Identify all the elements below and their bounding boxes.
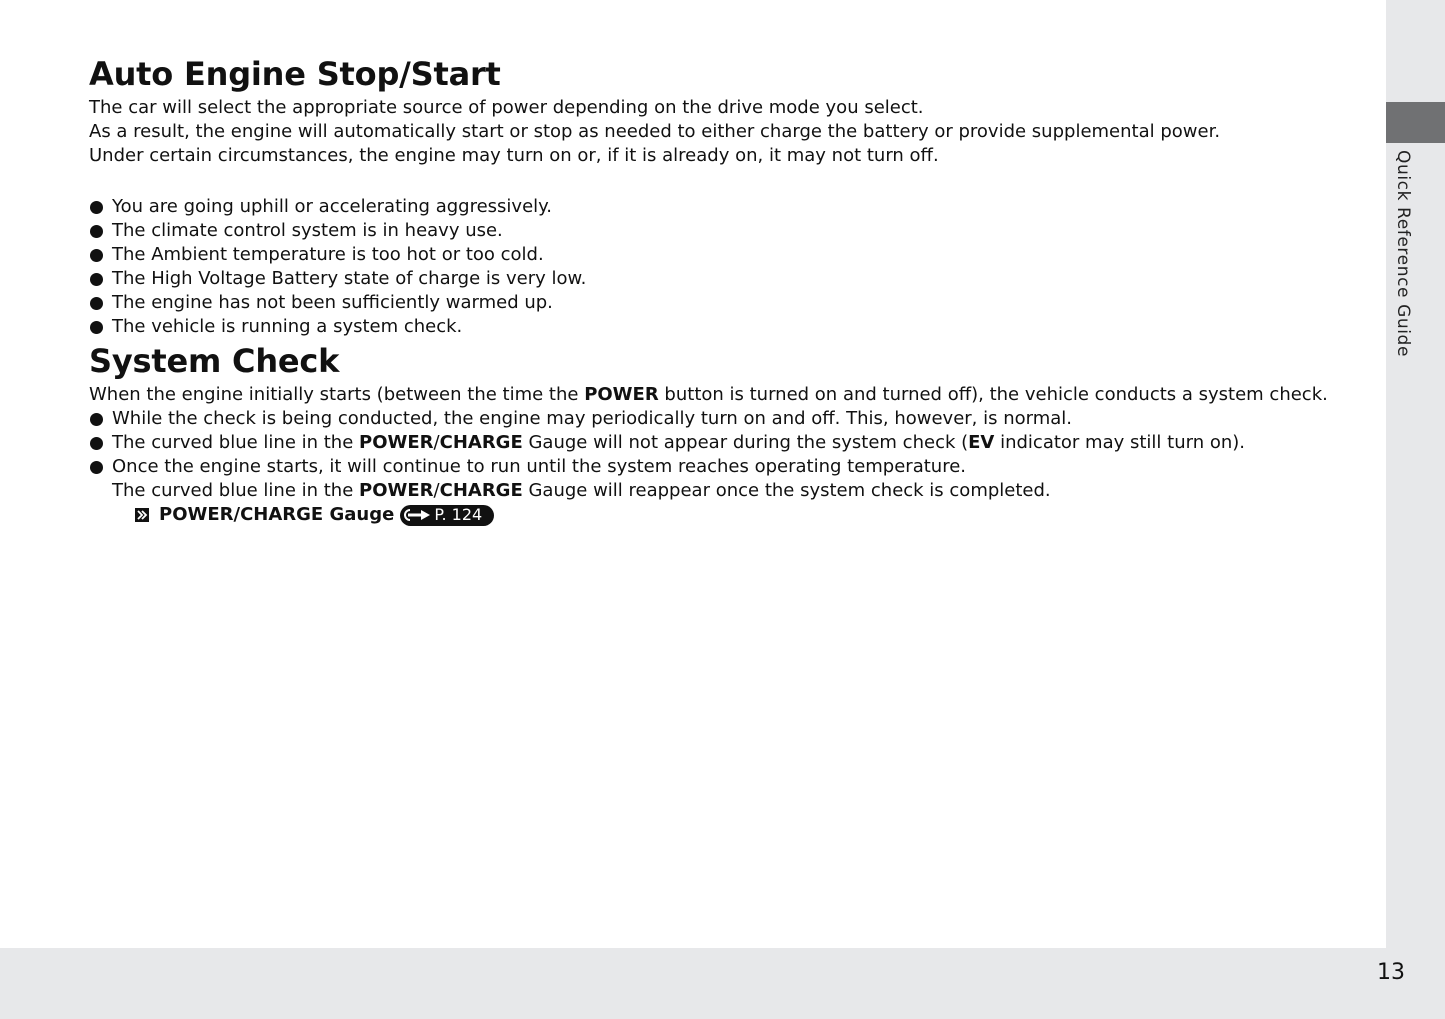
bullet-icon — [90, 461, 103, 474]
list-item: The curved blue line in the POWER/CHARGE Gauge will not appear during the system check (EV indicator may still turn on). — [89, 431, 1369, 455]
bullet-icon — [90, 321, 103, 334]
side-section-label: Quick Reference Guide — [1393, 150, 1413, 358]
bullet-icon — [90, 413, 103, 426]
paragraph: Under certain circumstances, the engine may turn on or, if it is already on, it may not turn off. — [89, 145, 939, 166]
reference-arrow-icon — [135, 508, 149, 522]
list-item: Once the engine starts, it will continue to run until the system reaches operating temperature. — [89, 455, 1369, 479]
list-item: The High Voltage Battery state of charge is very low. — [89, 267, 1369, 291]
bullet-icon — [90, 249, 103, 262]
paragraph: When the engine initially starts (between the time the POWER button is turned on and turned off), the vehicle conducts a system check. — [89, 384, 1328, 405]
list-item: The engine has not been sufficiently warmed up. — [89, 291, 1369, 315]
list-item: The Ambient temperature is too hot or too cold. — [89, 243, 1369, 267]
page-number: 13 — [1377, 960, 1405, 985]
list-item: While the check is being conducted, the engine may periodically turn on and off. This, however, is normal. — [89, 407, 1369, 431]
bullet-icon — [90, 297, 103, 310]
conditions-list — [89, 195, 1369, 339]
continuation-text: The curved blue line in the POWER/CHARGE Gauge will reappear once the system check is completed. — [112, 480, 1051, 501]
bullet-icon — [90, 273, 103, 286]
bullet-icon — [90, 201, 103, 214]
section-tab-marker — [1386, 102, 1445, 143]
paragraph: As a result, the engine will automatically start or stop as needed to either charge the battery or provide supplemental power. — [89, 121, 1221, 142]
system-check-list — [89, 407, 1369, 479]
footer — [0, 948, 1445, 1019]
bullet-icon — [90, 225, 103, 238]
list-item: The climate control system is in heavy use. — [89, 219, 1369, 243]
section-title-system-check: System Check — [89, 342, 340, 380]
list-item: The vehicle is running a system check. — [89, 315, 1369, 339]
bullet-icon — [90, 437, 103, 450]
cross-reference-title[interactable]: POWER/CHARGE Gauge — [159, 504, 395, 525]
page-reference-text: P. 124 — [434, 505, 483, 524]
list-item: You are going uphill or accelerating aggressively. — [89, 195, 1369, 219]
cross-reference[interactable] — [89, 503, 1369, 527]
paragraph: The car will select the appropriate source of power depending on the drive mode you select. — [89, 97, 924, 118]
page-arrow-icon — [404, 509, 432, 521]
section-title-auto-engine: Auto Engine Stop/Start — [89, 55, 501, 93]
page-reference-link[interactable] — [400, 505, 494, 526]
page-content — [89, 52, 1369, 527]
